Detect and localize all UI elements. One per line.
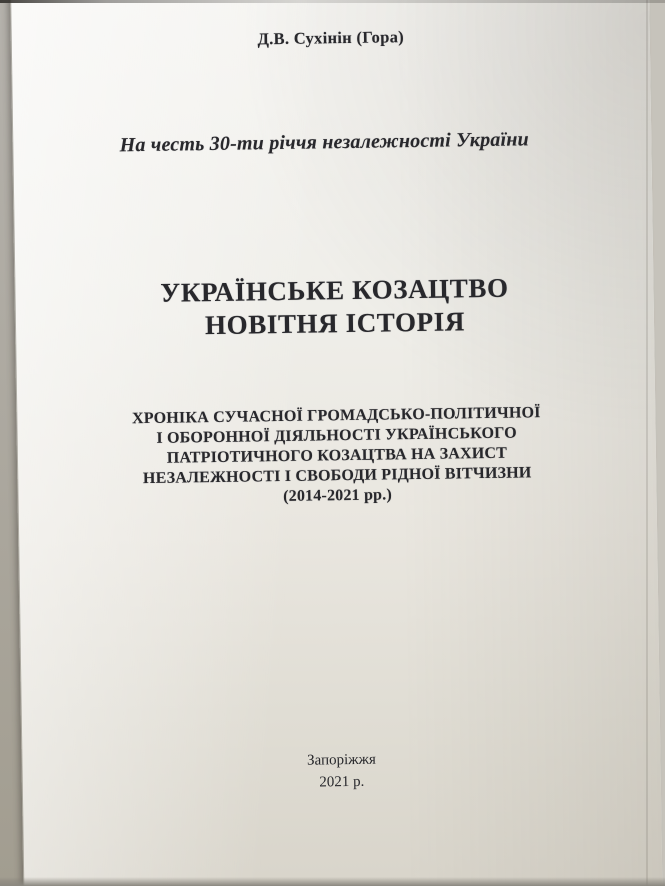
title-page bbox=[10, 0, 662, 886]
subtitle-line-1: ХРОНІКА СУЧАСНОЇ ГРОМАДСЬКО-ПОЛІТИЧНОЇ bbox=[131, 404, 541, 428]
book-title-line-2: НОВІТНЯ ІСТОРІЯ bbox=[204, 306, 466, 341]
dedication-line: На честь 30-ти річчя незалежності України bbox=[119, 128, 530, 157]
page-stack-edge-line bbox=[646, 0, 648, 886]
photo-top-edge bbox=[0, 0, 665, 3]
subtitle-line-4: НЕЗАЛЕЖНОСТІ І СВОБОДИ РІДНОЇ ВІТЧИЗНИ bbox=[142, 464, 532, 488]
imprint-city: Запоріжжя bbox=[306, 751, 376, 769]
book-title-line-1: УКРАЇНСЬКЕ КОЗАЦТВО bbox=[160, 272, 509, 308]
author-name: Д.В. Сухінін (Гора) bbox=[257, 27, 405, 49]
subtitle-line-2: І ОБОРОННОЇ ДІЯЛЬНОСТІ УКРАЇНСЬКОГО bbox=[156, 424, 517, 447]
subtitle-line-5: (2014-2021 рр.) bbox=[283, 486, 393, 506]
book-title bbox=[15, 269, 654, 344]
imprint-year: 2021 р. bbox=[319, 773, 365, 791]
book-subtitle bbox=[17, 401, 656, 510]
photo-bottom-edge bbox=[0, 877, 665, 886]
imprint-block bbox=[22, 744, 661, 797]
subtitle-line-3: ПАТРІОТИЧНОГО КОЗАЦТВА НА ЗАХИСТ bbox=[166, 444, 508, 467]
